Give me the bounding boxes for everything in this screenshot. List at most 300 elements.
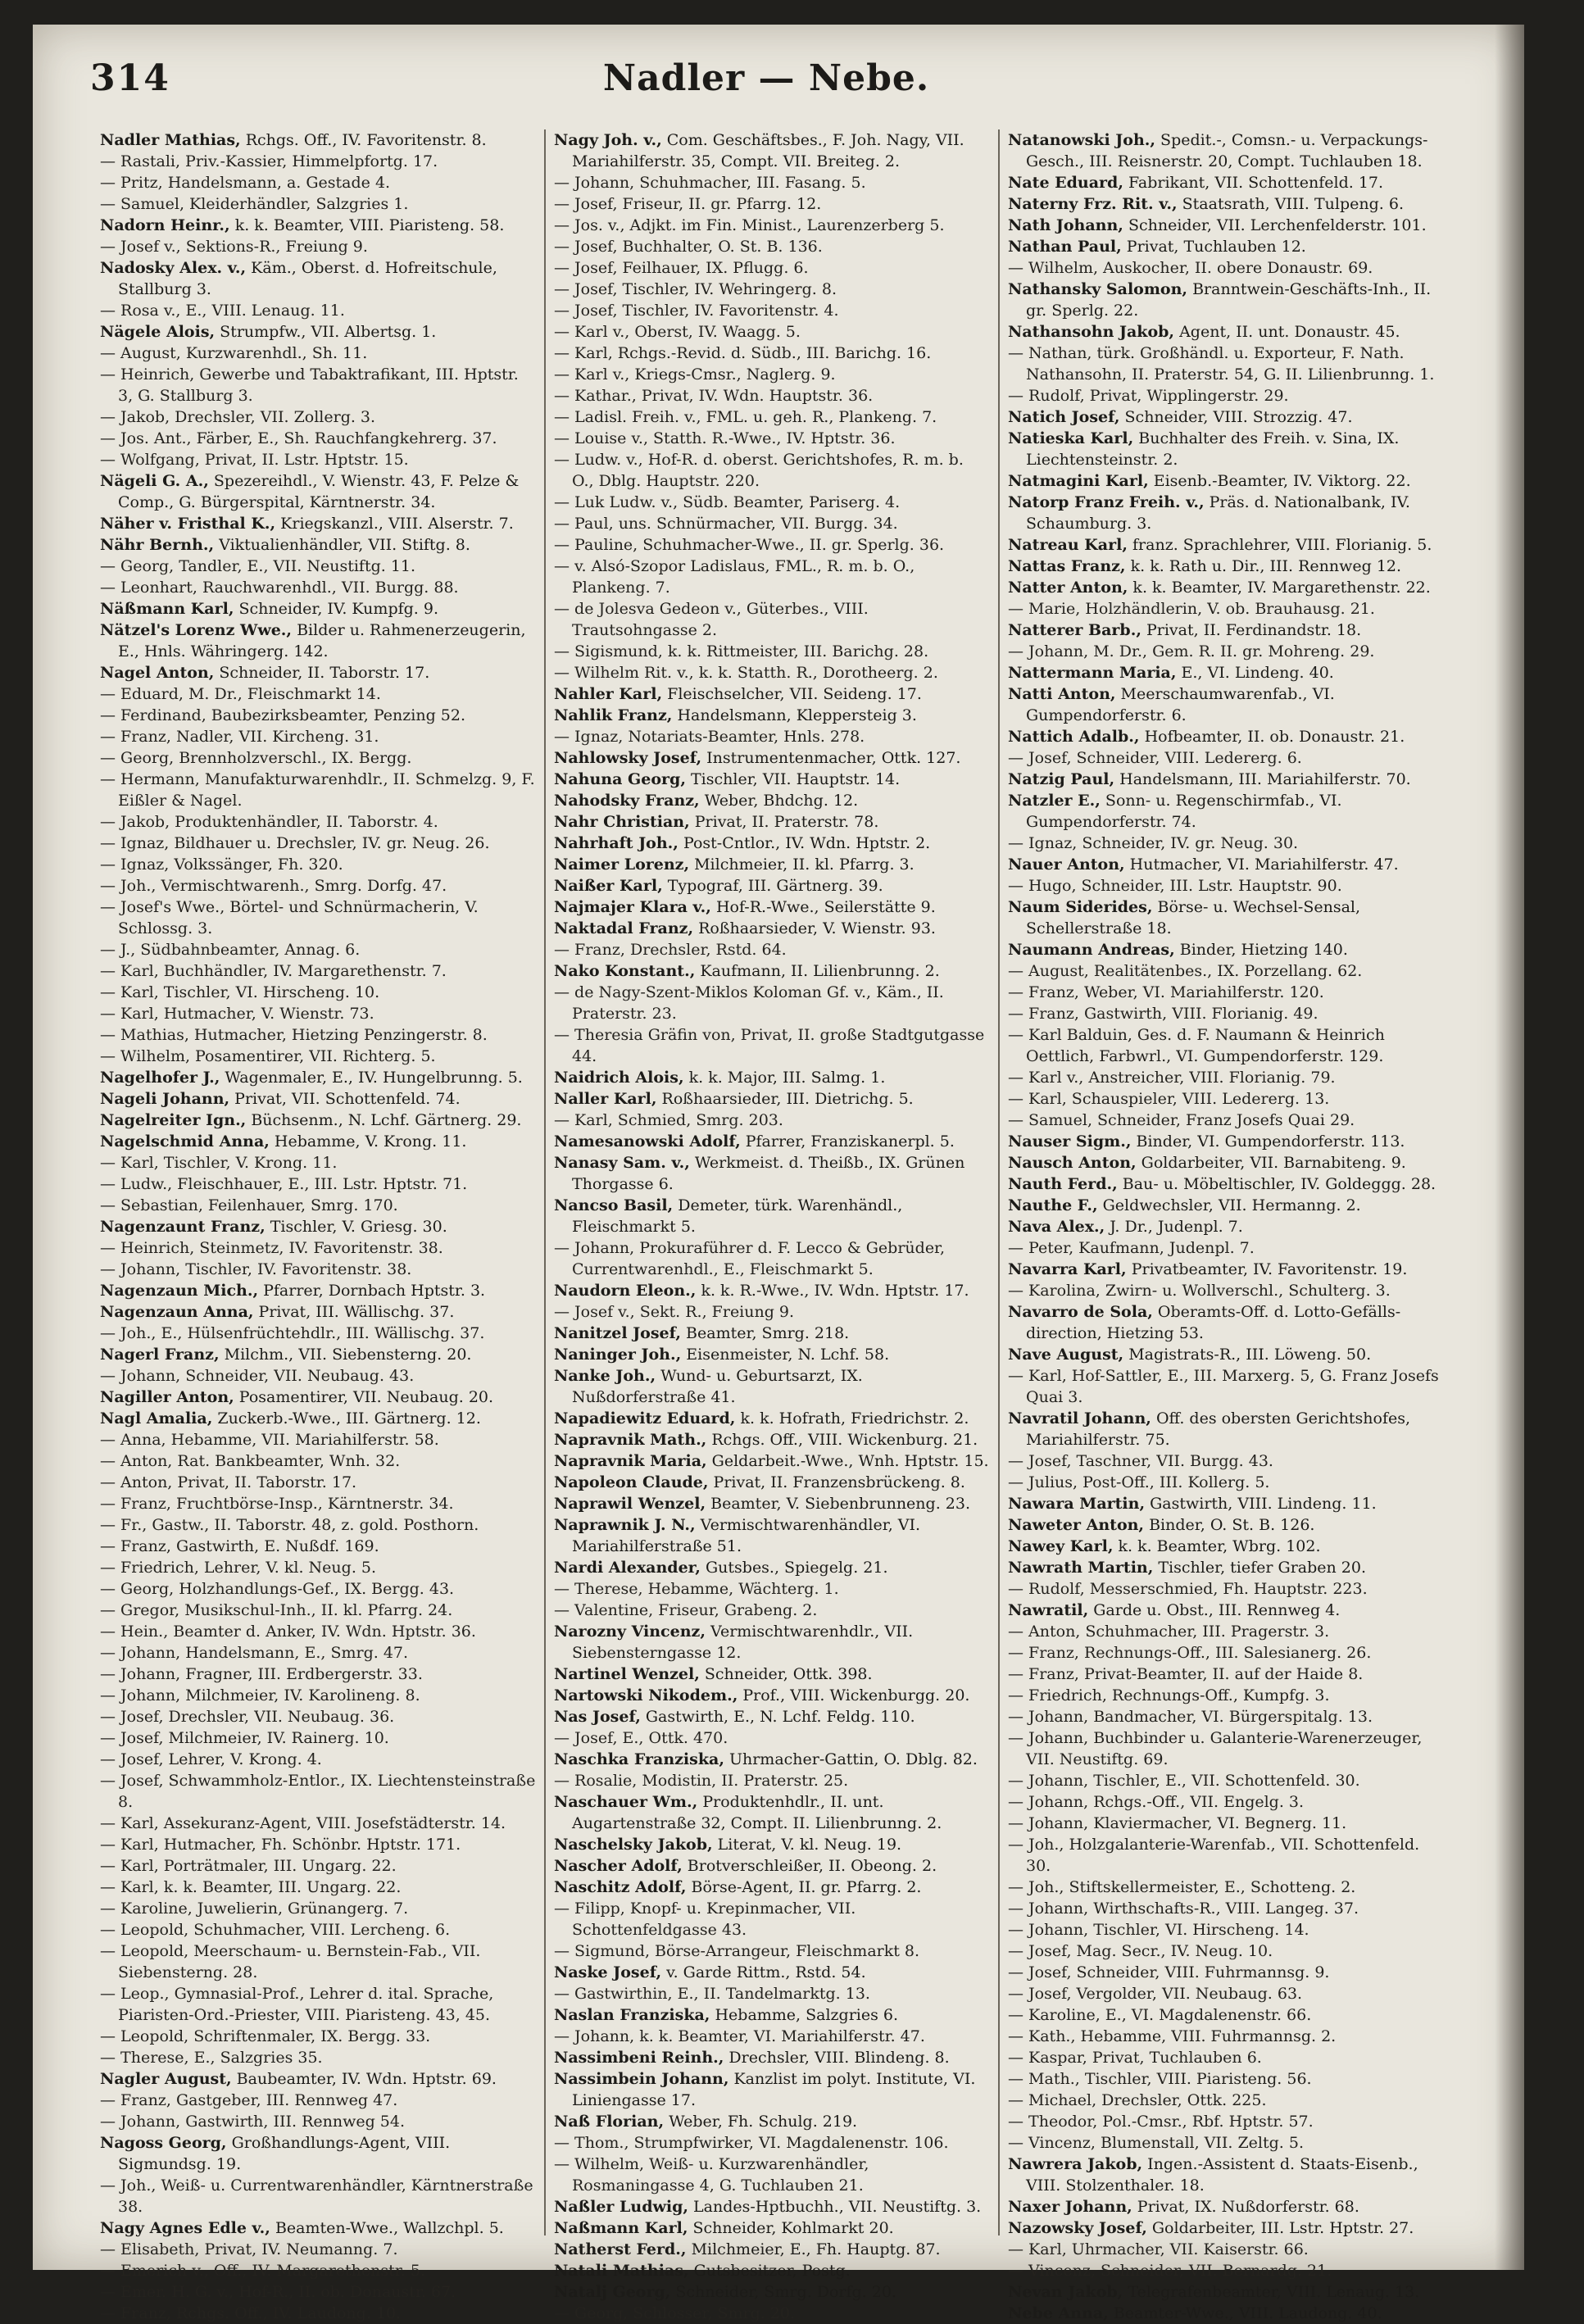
entry-name: Natter Anton, — [1008, 579, 1128, 597]
entry-details: — Karl, Schmied, Smrg. 203. — [554, 1111, 783, 1129]
directory-entry — [1008, 406, 1444, 428]
entry-details: Gastwirth, E., N. Lchf. Feldg. 110. — [640, 1708, 915, 1726]
directory-entry — [554, 1067, 990, 1088]
directory-column-2 — [546, 129, 1000, 2322]
directory-entry — [100, 1983, 536, 2026]
directory-entry — [554, 726, 990, 747]
directory-entry — [1008, 172, 1444, 193]
entry-name: Nattermann Maria, — [1008, 664, 1177, 682]
directory-entry — [554, 790, 990, 811]
directory-entry — [1008, 577, 1444, 598]
entry-details: — Ignaz, Schneider, IV. gr. Neug. 30. — [1008, 834, 1299, 852]
entry-details: — Josef, Taschner, VII. Burgg. 43. — [1008, 1452, 1273, 1470]
entry-details: — Jos. v., Adjkt. im Fin. Minist., Laurenzerberg 5. — [554, 216, 945, 234]
directory-entry — [1008, 1003, 1444, 1024]
entry-details: Off. des obersten Gerichtshofes, Mariahilferstr. 75. — [1026, 1409, 1411, 1449]
directory-entry — [554, 1323, 990, 1344]
entry-name: Naprawil Wenzel, — [554, 1495, 706, 1513]
directory-entry — [100, 1408, 536, 1429]
directory-entry — [1008, 960, 1444, 982]
directory-entry — [554, 1301, 990, 1323]
entry-details: — Samuel, Kleiderhändler, Salzgries 1. — [100, 195, 409, 213]
entry-details: k. k. Rath u. Dir., III. Rennweg 12. — [1125, 557, 1402, 575]
directory-entry — [1008, 257, 1444, 279]
directory-entry — [100, 1642, 536, 1664]
entry-details: — Rastali, Priv.-Kassier, Himmelpfortg. 17. — [100, 152, 438, 170]
directory-entry — [554, 1024, 990, 1067]
directory-entry — [554, 215, 990, 236]
directory-entry — [1008, 385, 1444, 406]
directory-entry — [100, 193, 536, 215]
entry-details: Beamten-Wwe., Wallzchpl. 5. — [270, 2219, 504, 2237]
directory-entry — [1008, 279, 1444, 321]
entry-details: J. Dr., Judenpl. 7. — [1105, 1218, 1243, 1236]
directory-entry — [1008, 1727, 1444, 1770]
directory-entry — [554, 172, 990, 193]
directory-entry — [554, 918, 990, 939]
entry-name: Nadosky Alex. v., — [100, 259, 247, 277]
entry-name: Naske Josef, — [554, 1963, 662, 1981]
entry-name: Naidrich Alois, — [554, 1069, 684, 1087]
entry-details: — Johann, Gastwirth, III. Rennweg 54. — [100, 2113, 406, 2131]
directory-entry — [1008, 2047, 1444, 2068]
directory-entry — [100, 2239, 536, 2260]
directory-entry — [554, 2068, 990, 2111]
directory-entry — [100, 1706, 536, 1727]
directory-entry — [100, 1514, 536, 1536]
directory-entry — [1008, 2260, 1444, 2281]
directory-entry — [100, 1301, 536, 1323]
entry-details: Goldarbeiter, III. Lstr. Hptstr. 27. — [1146, 2219, 1414, 2237]
directory-entry — [1008, 2068, 1444, 2090]
entry-details: — Josef, Schneider, VIII. Ledererg. 6. — [1008, 749, 1302, 767]
entry-details: — Samuel, Schneider, Franz Josefs Quai 29. — [1008, 1111, 1355, 1129]
entry-details: Posamentirer, VII. Neubaug. 20. — [234, 1388, 494, 1406]
entry-details: — Heinrich, Gewerbe und Tabaktrafikant, III. Hptstr. 3, G. Stallburg 3. — [100, 365, 519, 405]
entry-details: — Karl, Schauspieler, VIII. Ledererg. 13. — [1008, 1090, 1330, 1108]
entry-name: Naimer Lorenz, — [554, 856, 690, 874]
entry-name: Nathansohn Jakob, — [1008, 323, 1175, 341]
directory-entry — [554, 129, 990, 172]
directory-entry — [1008, 1813, 1444, 1834]
directory-entry — [554, 1429, 990, 1450]
directory-entry — [554, 556, 990, 598]
entry-name: Nagenzaunt Franz, — [100, 1218, 266, 1236]
entry-name: Naweter Anton, — [1008, 1516, 1145, 1534]
entry-details: — Anton, Privat, II. Taborstr. 17. — [100, 1473, 357, 1491]
entry-details: — Karl, Uhrmacher, VII. Kaiserstr. 66. — [1008, 2240, 1309, 2258]
entry-name: Nadler Mathias, — [100, 131, 241, 149]
entry-name: Natmagini Karl, — [1008, 472, 1149, 490]
entry-details: Werkmeist. d. Theißb., IX. Grünen Thorgasse 6. — [572, 1154, 965, 1193]
directory-entry — [100, 1557, 536, 1578]
entry-details: Kanzlist im polyt. Institute, VI. Liniengasse 17. — [572, 2070, 976, 2109]
entry-details: — Franz, Gastgeber, III. Rennweg 47. — [100, 2091, 398, 2109]
entry-details: — Kathar., Privat, IV. Wdn. Hauptstr. 36. — [554, 387, 874, 405]
directory-entry — [1008, 2154, 1444, 2196]
entry-details: Gutsbes., Spiegelg. 21. — [700, 1559, 888, 1577]
entry-details: — Vincenz, Blumenstall, VII. Zeltg. 5. — [1008, 2134, 1305, 2152]
directory-entry — [554, 1685, 990, 1706]
directory-entry — [100, 896, 536, 939]
entry-details: — Georg, Schlosser, Smrg. 20. — [554, 2304, 796, 2322]
directory-entry — [1008, 662, 1444, 683]
entry-details: — Johann, Schneider, VII. Neubaug. 43. — [100, 1367, 415, 1385]
directory-entry — [554, 1940, 990, 1962]
page-number: 314 — [90, 57, 170, 99]
directory-entry — [554, 2303, 990, 2324]
directory-entry — [100, 2260, 536, 2281]
entry-name: Nassimbein Johann, — [554, 2070, 729, 2088]
directory-entry — [100, 1088, 536, 1110]
entry-name: Natieska Karl, — [1008, 429, 1134, 447]
entry-details: — Josef, Milchmeier, IV. Rainerg. 10. — [100, 1729, 389, 1747]
directory-entry — [1008, 854, 1444, 875]
entry-details: Kriegskanzl., VIII. Alserstr. 7. — [275, 515, 514, 533]
directory-entry — [100, 172, 536, 193]
entry-name: Najmajer Klara v., — [554, 898, 711, 916]
directory-entry — [554, 1621, 990, 1664]
directory-entry — [554, 321, 990, 343]
entry-name: Naißer Karl, — [554, 877, 663, 895]
directory-entry — [1008, 1642, 1444, 1664]
directory-entry — [1008, 1195, 1444, 1216]
entry-details: — Johann, Tischler, E., VII. Schottenfeld. 30. — [1008, 1772, 1360, 1790]
directory-entry — [554, 2239, 990, 2260]
entry-details: Gastwirth, VIII. Lindeng. 11. — [1145, 1495, 1377, 1513]
directory-entry — [100, 1813, 536, 1834]
entry-details: — Wilhelm, Posamentirer, VII. Richterg. 5. — [100, 1047, 436, 1065]
directory-entry — [554, 1727, 990, 1749]
entry-details: — Franz, Gastwirth, E. Nußdf. 169. — [100, 1537, 379, 1555]
entry-name: Näher v. Fristhal K., — [100, 515, 276, 533]
entry-name: Nako Konstant., — [554, 962, 696, 980]
directory-entry — [100, 364, 536, 406]
directory-entry — [554, 1578, 990, 1600]
entry-name: Natali Mathias, — [554, 2262, 689, 2280]
entry-name: Nartowski Nikodem., — [554, 1686, 738, 1704]
directory-entry — [554, 1983, 990, 2004]
directory-entry — [554, 598, 990, 641]
directory-entry — [100, 2111, 536, 2132]
entry-name: Nanitzel Josef, — [554, 1324, 682, 1342]
entry-details: Literat, V. kl. Neug. 19. — [712, 1836, 902, 1854]
entry-details: — Josef, E., Ottk. 470. — [554, 1729, 728, 1747]
entry-details: Tischler, V. Griesg. 30. — [265, 1218, 447, 1236]
entry-name: Nancso Basil, — [554, 1196, 674, 1214]
entry-details: Privat, II. Ferdinandstr. 18. — [1141, 621, 1362, 639]
entry-details: — Wilhelm, Auskocher, II. obere Donaustr. 69. — [1008, 259, 1373, 277]
entry-details: — Franz, Fruchtbörse-Insp., Kärntnerstr. 34. — [100, 1495, 454, 1513]
entry-details: — Josef, Buchhalter, O. St. B. 136. — [554, 238, 823, 256]
directory-entry — [1008, 875, 1444, 896]
directory-entry — [100, 215, 536, 236]
directory-entry — [100, 1259, 536, 1280]
entry-details: — Valentine, Friseur, Grabeng. 2. — [554, 1601, 818, 1619]
directory-entry — [1008, 1216, 1444, 1237]
directory-entry — [100, 1578, 536, 1600]
directory-entry — [100, 1152, 536, 1173]
directory-entry — [100, 1237, 536, 1259]
entry-name: Nahuna Georg, — [554, 770, 686, 788]
entry-name: Nauer Anton, — [1008, 856, 1125, 874]
entry-name: Nate Eduard, — [1008, 174, 1123, 192]
entry-name: Naterny Frz. Rit. v., — [1008, 195, 1178, 213]
directory-entry — [100, 2303, 536, 2324]
directory-entry — [554, 1472, 990, 1493]
directory-entry — [1008, 1898, 1444, 1919]
directory-entry — [1008, 1152, 1444, 1173]
entry-details: — Ladisl. Freih. v., FML. u. geh. R., Plankeng. 7. — [554, 408, 937, 426]
entry-name: Nas Josef, — [554, 1708, 641, 1726]
entry-name: Nevan Jakob, — [1008, 2283, 1123, 2301]
entry-details: — Karl v., Kriegs-Cmsr., Naglerg. 9. — [554, 365, 836, 384]
directory-entry — [1008, 2090, 1444, 2111]
entry-details: Agent, II. unt. Donaustr. 45. — [1174, 323, 1400, 341]
entry-details: — Ignaz, Volkssänger, Fh. 320. — [100, 856, 343, 874]
entry-details: — Leonhart, Rauchwarenhdl., VII. Burgg. 88. — [100, 579, 459, 597]
directory-entry — [1008, 193, 1444, 215]
directory-entry — [1008, 1365, 1444, 1408]
directory-entry — [554, 2132, 990, 2154]
entry-details: Bilder u. Rahmenerzeugerin, E., Hnls. Währingerg. 142. — [118, 621, 526, 660]
entry-details: v. Garde Rittm., Rstd. 54. — [661, 1963, 866, 1981]
directory-entry — [100, 1536, 536, 1557]
entry-details: Privat, Tuchlauben 12. — [1121, 238, 1306, 256]
entry-name: Napoleon Claude, — [554, 1473, 709, 1491]
entry-details: Demeter, türk. Warenhändl., Fleischmarkt 5. — [572, 1196, 903, 1236]
entry-details: Schneider, VIII. Strozzig. 47. — [1119, 408, 1353, 426]
entry-details: Rchgs. Off., VIII. Wickenburg. 21. — [706, 1431, 978, 1449]
directory-entry — [1008, 2303, 1444, 2324]
directory-entry — [1008, 2132, 1444, 2154]
entry-details: Post-Cntlor., IV. Wdn. Hptstr. 2. — [678, 834, 931, 852]
entry-details: Kaufmann, II. Lilienbrunng. 2. — [695, 962, 940, 980]
entry-details: Beamter-Wwe., VIII. Laudong. 40. — [1108, 2304, 1382, 2322]
entry-name: Nahrhaft Joh., — [554, 834, 679, 852]
directory-entry — [554, 1514, 990, 1557]
entry-name: Naslan Franziska, — [554, 2006, 710, 2024]
directory-entry — [1008, 428, 1444, 470]
entry-name: Nava Alex., — [1008, 1218, 1105, 1236]
entry-details: — Leopold, Schuhmacher, VIII. Lercheng. 6. — [100, 1921, 451, 1939]
entry-details: — Rosa v., E., VIII. Lenaug. 11. — [100, 302, 345, 320]
directory-entry — [100, 1685, 536, 1706]
directory-column-1 — [92, 129, 546, 2322]
entry-name: Naudorn Eleon., — [554, 1282, 697, 1300]
directory-entry — [1008, 2196, 1444, 2217]
directory-entry — [100, 257, 536, 300]
entry-details: — Franz, Nadler, VII. Kircheng. 31. — [100, 728, 379, 746]
entry-details: Wagenmaler, E., IV. Hungelbrunng. 5. — [220, 1069, 523, 1087]
entry-details: — Fr., Gastw., II. Taborstr. 48, z. gold. Posthorn. — [100, 1516, 479, 1534]
entry-name: Nattas Franz, — [1008, 557, 1126, 575]
directory-entry — [100, 1024, 536, 1046]
running-title: Nadler — Nebe. — [602, 57, 930, 99]
entry-name: Naprawnik J. N., — [554, 1516, 696, 1534]
entry-details: k. k. R.-Wwe., IV. Wdn. Hptstr. 17. — [696, 1282, 969, 1300]
entry-details: Bau- u. Möbeltischler, IV. Goldeggg. 28. — [1117, 1175, 1436, 1193]
entry-name: Nascher Adolf, — [554, 1857, 683, 1875]
entry-name: Nartinel Wenzel, — [554, 1665, 700, 1683]
directory-entry — [1008, 1259, 1444, 1280]
directory-entry — [554, 1749, 990, 1770]
directory-entry — [100, 982, 536, 1003]
entry-details: E., VI. Lindeng. 40. — [1176, 664, 1334, 682]
directory-entry — [1008, 1450, 1444, 1472]
entry-name: Naschitz Adolf, — [554, 1878, 687, 1896]
entry-details: — Emerich v., Off., IV. Margarethenstr. 5. — [100, 2262, 425, 2280]
entry-details: k. k. Beamter, VIII. Piaristeng. 58. — [229, 216, 505, 234]
entry-details: Privat, VII. Schottenfeld. 74. — [229, 1090, 461, 1108]
entry-name: Natalj Georg, — [554, 2283, 671, 2301]
entry-details: Geldwechsler, VII. Hermanng. 2. — [1097, 1196, 1361, 1214]
entry-details: — Johann, Fragner, III. Erdbergerstr. 33. — [100, 1665, 423, 1683]
entry-details: Binder, Hietzing 140. — [1174, 941, 1348, 959]
entry-details: Fabrikant, VII. Schottenfeld. 17. — [1123, 174, 1384, 192]
entry-name: Nahr Christian, — [554, 813, 690, 831]
directory-entry — [100, 875, 536, 896]
entry-details: Geldarbeit.-Wwe., Wnh. Hptstr. 15. — [706, 1452, 989, 1470]
directory-entry — [100, 343, 536, 364]
entry-details: — Ignaz, Bildhauer u. Drechsler, IV. gr. Neug. 26. — [100, 834, 490, 852]
entry-details: — Rudolf, Privat, Wipplingerstr. 29. — [1008, 387, 1289, 405]
directory-entry — [100, 960, 536, 982]
entry-details: Börse-Agent, II. gr. Pfarrg. 2. — [686, 1878, 922, 1896]
entry-name: Natzig Paul, — [1008, 770, 1115, 788]
entry-details: Brotverschleißer, II. Obeong. 2. — [682, 1857, 937, 1875]
directory-entry — [100, 1600, 536, 1621]
directory-entry — [1008, 556, 1444, 577]
entry-details: — Josef, Lehrer, V. Krong. 4. — [100, 1750, 322, 1768]
directory-entry — [554, 769, 990, 790]
entry-details: — Gastwirthin, E., II. Tandelmarktg. 13. — [554, 1985, 870, 2003]
entry-name: Nausch Anton, — [1008, 1154, 1137, 1172]
directory-entry — [1008, 769, 1444, 790]
directory-entry — [100, 1472, 536, 1493]
entry-details: — Sigismund, k. k. Rittmeister, III. Barichg. 28. — [554, 642, 929, 660]
directory-entry — [1008, 1536, 1444, 1557]
directory-entry — [554, 449, 990, 492]
directory-entry — [554, 364, 990, 385]
entry-details: Schneider, Ottk. 398. — [699, 1665, 873, 1683]
entry-details: Roßhaarsieder, V. Wienstr. 93. — [693, 919, 936, 937]
entry-details: — Johann, Handelsmann, E., Smrg. 47. — [100, 1644, 409, 1662]
directory-entry — [554, 257, 990, 279]
directory-entry — [554, 1557, 990, 1578]
directory-entry — [1008, 2281, 1444, 2303]
entry-details: Roßhaarsieder, III. Dietrichg. 5. — [656, 1090, 914, 1108]
directory-entry — [1008, 1578, 1444, 1600]
directory-entry — [554, 428, 990, 449]
entry-details: — Joh., Weiß- u. Currentwarenhändler, Kärntnerstraße 38. — [100, 2176, 533, 2216]
entry-details: — Joh., Vermischtwarenh., Smrg. Dorfg. 47. — [100, 877, 447, 895]
directory-entry — [554, 939, 990, 960]
directory-entry — [100, 747, 536, 769]
directory-entry — [554, 1664, 990, 1685]
entry-details: — Friedrich, Rechnungs-Off., Kumpfg. 3. — [1008, 1686, 1330, 1704]
entry-details: Viktualienhändler, VII. Stiftg. 8. — [214, 536, 470, 554]
entry-details: — Karl, Rchgs.-Revid. d. Südb., III. Barichg. 16. — [554, 344, 932, 362]
entry-name: Nagiller Anton, — [100, 1388, 234, 1406]
directory-entry — [554, 513, 990, 534]
entry-name: Nahler Karl, — [554, 685, 663, 703]
entry-details: — Karl Balduin, Ges. d. F. Naumann & Heinrich Oettlich, Farbwrl., VI. Gumpendorferstr. 129. — [1008, 1026, 1385, 1065]
directory-entry — [554, 385, 990, 406]
entry-details: — Josef, Vergolder, VII. Neubaug. 63. — [1008, 1985, 1303, 2003]
entry-name: Nagy Agnes Edle v., — [100, 2219, 270, 2237]
directory-entry — [100, 598, 536, 620]
entry-name: Nagelschmid Anna, — [100, 1132, 270, 1151]
directory-entry — [100, 1834, 536, 1855]
entry-details: — Pauline, Schuhmacher-Wwe., II. gr. Sperlg. 36. — [554, 536, 945, 554]
entry-name: Nawrera Jakob, — [1008, 2155, 1143, 2173]
directory-entry — [554, 747, 990, 769]
entry-details: Büchsenm., N. Lchf. Gärtnerg. 29. — [246, 1111, 522, 1129]
entry-details: Eisenmeister, N. Lchf. 58. — [681, 1346, 890, 1364]
directory-entry — [1008, 1877, 1444, 1898]
directory-entry — [554, 1898, 990, 1940]
directory-entry — [554, 854, 990, 875]
entry-details: — Kath., Hebamme, VIII. Fuhrmannsg. 2. — [1008, 2027, 1337, 2045]
directory-entry — [1008, 215, 1444, 236]
entry-name: Nagy Joh. v., — [554, 131, 662, 149]
directory-entry — [554, 2026, 990, 2047]
entry-details: Buchhalter des Freih. v. Sina, IX. Liechtensteinstr. 2. — [1026, 429, 1400, 469]
directory-entry — [554, 683, 990, 705]
entry-name: Nauth Ferd., — [1008, 1175, 1118, 1193]
entry-name: Navarro de Sola, — [1008, 1303, 1153, 1321]
directory-entry — [554, 2004, 990, 2026]
entry-details: Vermischtwarenhändler, VI. Mariahilferstraße 51. — [572, 1516, 921, 1555]
entry-details: — Josef, Schwammholz-Entlor., IX. Liechtensteinstraße 8. — [100, 1772, 536, 1811]
directory-entry — [554, 279, 990, 300]
entry-details: — Josef, Tischler, IV. Favoritenstr. 4. — [554, 302, 839, 320]
entry-name: Nägeli G. A., — [100, 472, 209, 490]
directory-entry — [554, 534, 990, 556]
directory-entry — [100, 406, 536, 428]
entry-details: — Ignaz, Notariats-Beamter, Hnls. 278. — [554, 728, 865, 746]
entry-details: — J., Südbahnbeamter, Annag. 6. — [100, 941, 361, 959]
entry-name: Nagoss Georg, — [100, 2134, 227, 2152]
entry-details: — Josef v., Sekt. R., Freiung 9. — [554, 1303, 795, 1321]
entry-details: — Karoline, Juwelierin, Grünangerg. 7. — [100, 1900, 409, 1918]
entry-name: Nagel Anton, — [100, 664, 215, 682]
directory-entry — [100, 1131, 536, 1152]
entry-name: Nath Johann, — [1008, 216, 1123, 234]
directory-entry — [100, 1493, 536, 1514]
entry-details: Goldarbeiter, VII. Barnabiteng. 9. — [1136, 1154, 1406, 1172]
directory-entry — [100, 1195, 536, 1216]
directory-columns — [92, 129, 1452, 2322]
entry-details: Eisenb.-Beamter, IV. Viktorg. 22. — [1148, 472, 1411, 490]
entry-name: Nawrath Martin, — [1008, 1559, 1154, 1577]
entry-name: Naß Florian, — [554, 2113, 665, 2131]
entry-details: — Jos. Ant., Färber, E., Sh. Rauchfangkehrerg. 37. — [100, 429, 497, 447]
entry-details: — Johann, Klaviermacher, VI. Begnerg. 11. — [1008, 1814, 1347, 1832]
entry-details: Hebamme, Salzgries 6. — [710, 2006, 899, 2024]
entry-details: Strumpfw., VII. Albertsg. 1. — [215, 323, 437, 341]
directory-entry — [554, 1770, 990, 1791]
entry-details: franz. Sprachlehrer, VIII. Florianig. 5. — [1127, 536, 1432, 554]
entry-details: — Julius, Post-Off., III. Kollerg. 5. — [1008, 1473, 1270, 1491]
entry-details: — Karl, Porträtmaler, III. Ungarg. 22. — [100, 1857, 397, 1875]
directory-entry — [1008, 1664, 1444, 1685]
entry-details: Ingen.-Assistent d. Staats-Eisenb., VIII. Stolzenthaler. 18. — [1026, 2155, 1418, 2195]
entry-details: Com. Geschäftsbes., F. Joh. Nagy, VII. Mariahilferstr. 35, Compt. VII. Breiteg. 2. — [572, 131, 964, 170]
entry-details: — Karl v., Anstreicher, VIII. Florianig. 79. — [1008, 1069, 1336, 1087]
entry-details: — Franz, Rechnungs-Off., III. Salesianerg. 26. — [1008, 1644, 1372, 1662]
